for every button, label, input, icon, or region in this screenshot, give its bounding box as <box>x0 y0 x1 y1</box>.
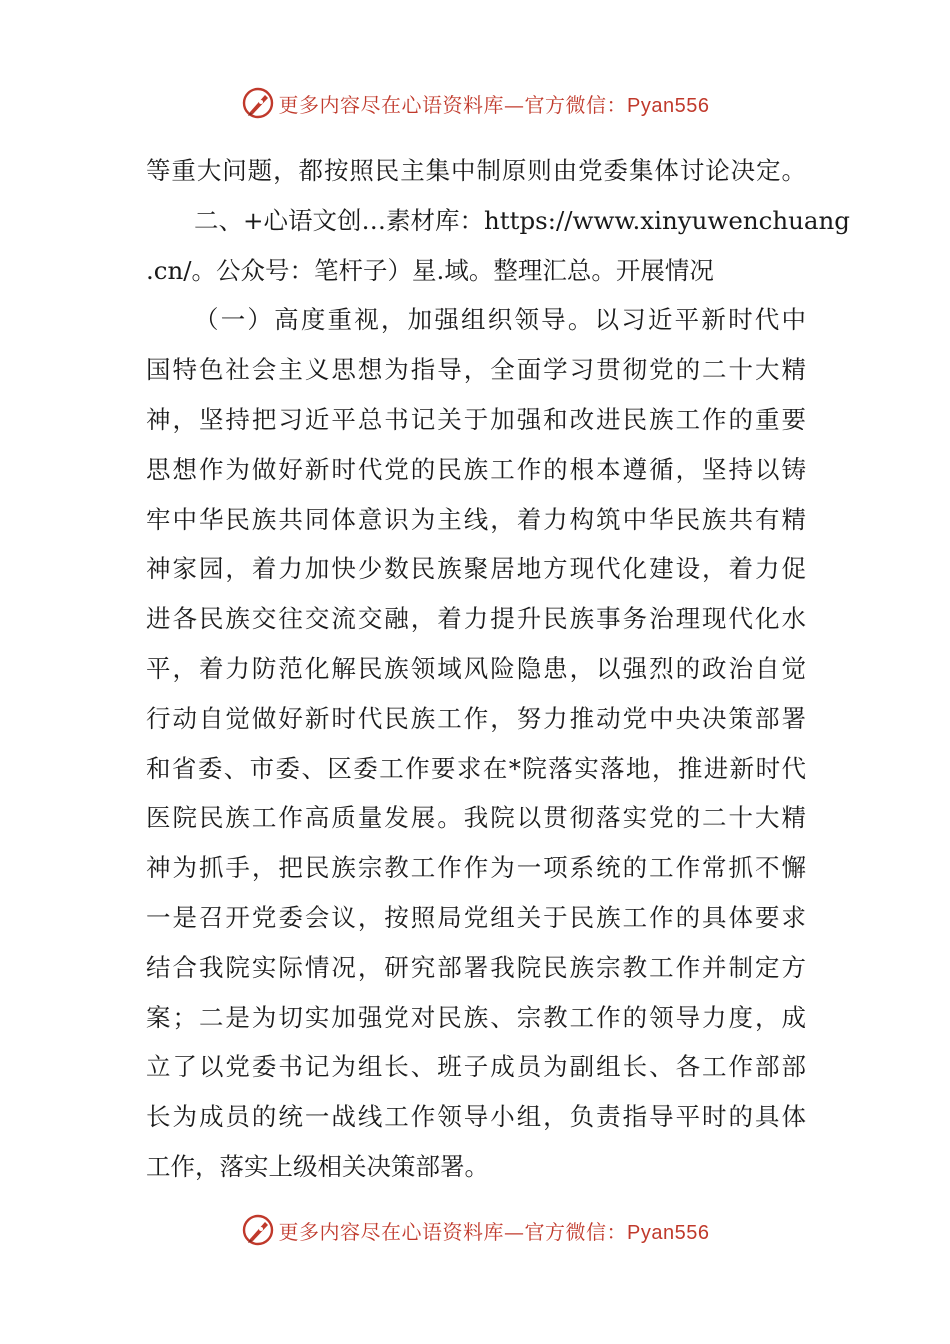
body-line: 长为成员的统一战线工作领导小组，负责指导平时的具体 <box>146 1102 806 1132</box>
body-line: 平，着力防范化解民族领域风险隐患，以强烈的政治自觉 <box>146 653 806 683</box>
subsection-heading: （一）高度重视，加强组织领导。以习近平新时代中 <box>194 305 806 335</box>
body-line: 神家园，着力加快少数民族聚居地方现代化建设，着力促 <box>146 554 806 584</box>
body-line: 案；二是为切实加强党对民族、宗教工作的领导力度，成 <box>146 1002 806 1032</box>
header-banner-wechat: Pyan556 <box>627 94 710 117</box>
body-line: 思想作为做好新时代党的民族工作的根本遵循，坚持以铸 <box>146 454 806 484</box>
pen-logo-icon <box>241 1213 275 1247</box>
body-line: 医院民族工作高质量发展。我院以贯彻落实党的二十大精 <box>146 803 806 833</box>
body-line: 等重大问题，都按照民主集中制原则由党委集体讨论决定。 <box>146 156 806 185</box>
body-line: 国特色社会主义思想为指导，全面学习贯彻党的二十大精 <box>146 355 806 385</box>
body-line: 行动自觉做好新时代民族工作，努力推动党中央决策部署 <box>146 703 806 733</box>
body-line: .cn/。公众号：笔杆子）星.域。整理汇总。开展情况 <box>146 255 714 285</box>
document-body <box>146 146 850 1192</box>
footer-banner-label: 更多内容尽在心语资料库—官方微信： <box>278 1219 628 1244</box>
body-line: 进各民族交往交流交融，着力提升民族事务治理现代化水 <box>146 604 806 634</box>
header-banner-label: 更多内容尽在心语资料库—官方微信： <box>278 92 628 117</box>
header-banner <box>0 81 950 125</box>
footer-banner-text <box>279 1216 710 1245</box>
body-line: 神，坚持把习近平总书记关于加强和改进民族工作的重要 <box>146 404 806 434</box>
section-heading: 二、+心语文创…素材库：https://www.xinyuwenchuang <box>194 205 850 235</box>
body-line: 牢中华民族共同体意识为主线，着力构筑中华民族共有精 <box>146 504 806 534</box>
pen-logo-icon <box>241 86 275 120</box>
body-line: 和省委、市委、区委工作要求在*院落实落地，推进新时代 <box>146 753 806 783</box>
header-banner-text <box>279 89 710 118</box>
body-line: 工作，落实上级相关决策部署。 <box>146 1151 489 1181</box>
body-line: 一是召开党委会议，按照局党组关于民族工作的具体要求 <box>146 902 806 932</box>
body-line: 结合我院实际情况，研究部署我院民族宗教工作并制定方 <box>146 952 806 982</box>
footer-banner-wechat: Pyan556 <box>627 1221 710 1244</box>
body-line: 神为抓手，把民族宗教工作作为一项系统的工作常抓不懈 <box>146 853 806 883</box>
footer-banner <box>0 1208 950 1252</box>
body-line: 立了以党委书记为组长、班子成员为副组长、各工作部部 <box>146 1052 806 1082</box>
